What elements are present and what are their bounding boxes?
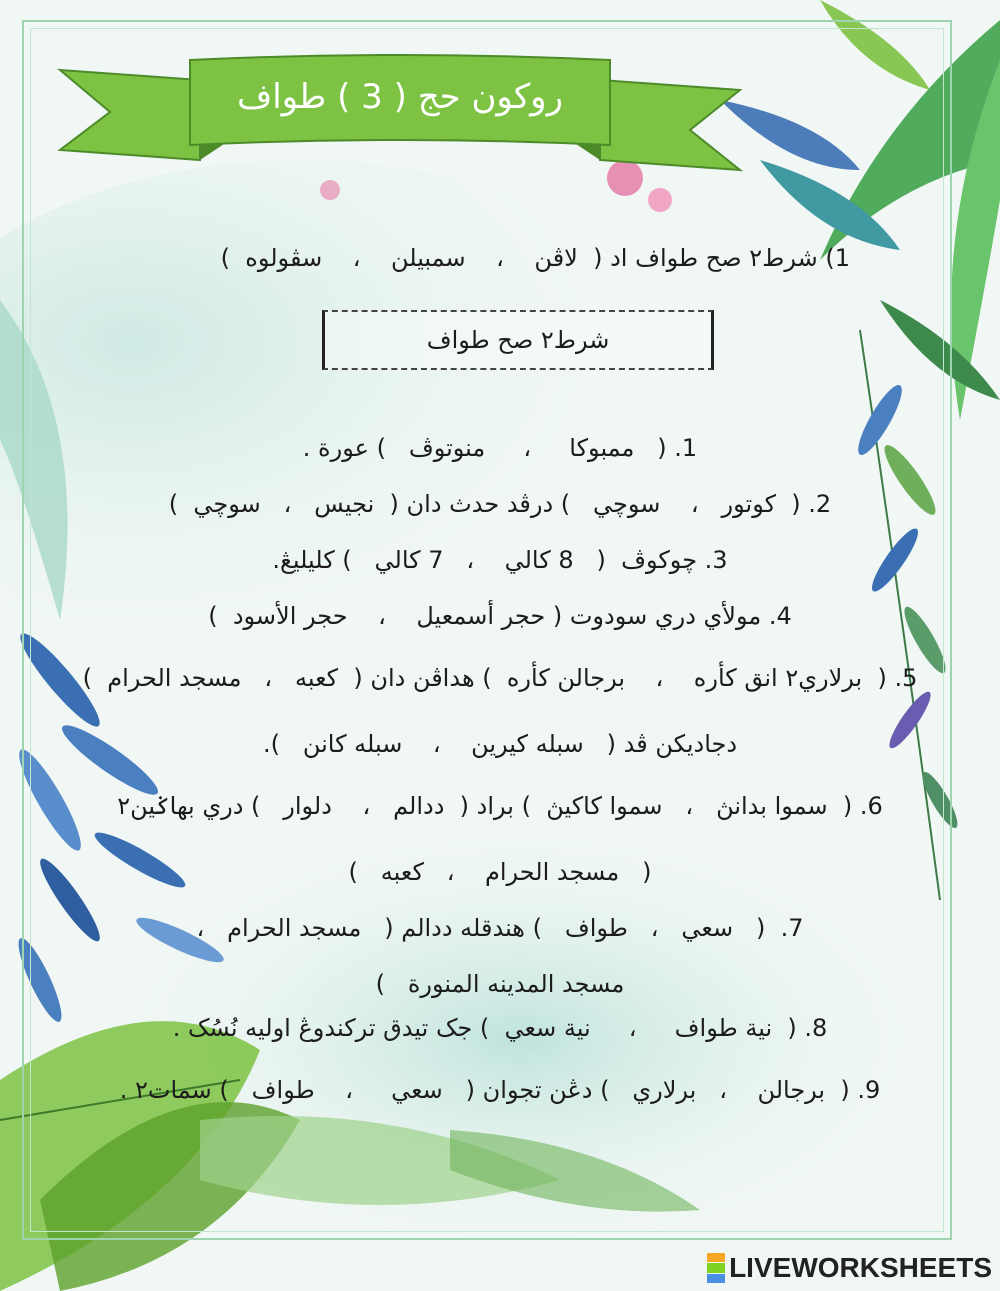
- liveworksheets-logo: [707, 1251, 992, 1285]
- list-item-5: 5. ( برلاري٢ انق كأره ، برجالن كأره ) هداڤن دان ( كعبه ، مسجد الحرام ): [82, 664, 918, 692]
- list-item-7-continued: مسجد المدينه المنورة ): [375, 970, 625, 998]
- list-item-9: 9. ( برجالن ، برلاري ) دڠن تجوان ( سعي ، طواف ) سمات٢ .: [119, 1076, 881, 1104]
- page-border-inner: [30, 28, 944, 1232]
- logo-text: LIVEWORKSHEETS: [729, 1252, 992, 1283]
- list-item-7: 7. ( سعي ، طواف ) هندقله ددالم ( مسجد الحرام ،: [196, 914, 804, 942]
- logo-mark-icon: [707, 1253, 725, 1283]
- question-1: 1) شرط٢ صح طواف اد ( لاڤن ، سمبيلن ، سڤولوه ): [220, 244, 850, 272]
- list-item-4: 4. مولأي دري سودوت ( حجر أسمعيل ، حجر الأسود ): [208, 602, 792, 630]
- list-item-6: 6. ( سموا بدانڽ ، سموا كاكيڽ ) براد ( ددالم ، دلوار ) دري بهاݢين٢: [117, 792, 883, 820]
- list-item-1: 1. ( ممبوكا ، منوتوڤ ) عورة .: [302, 434, 698, 462]
- list-item-2: 2. ( كوتور ، سوچي ) درڤد حدث دان ( نجيس ، سوچي ): [168, 490, 832, 518]
- list-item-5-continued: دجاديكن ڤد ( سبله كيرين ، سبله كانن ).: [262, 730, 738, 758]
- list-item-8: 8. ( نية طواف ، نية سعي ) جک تيدق تركندوڠ اوليه نُسُک .: [172, 1014, 828, 1042]
- answer-box[interactable]: شرط٢ صح طواف: [322, 310, 714, 370]
- list-item-3: 3. چوكوڤ ( 8 كالي ، 7 كالي ) كليليڠ.: [272, 546, 728, 574]
- list-item-6-continued: ( مسجد الحرام ، كعبه ): [348, 858, 652, 886]
- page-title: روكون حج ( 3 ) طواف: [236, 77, 564, 117]
